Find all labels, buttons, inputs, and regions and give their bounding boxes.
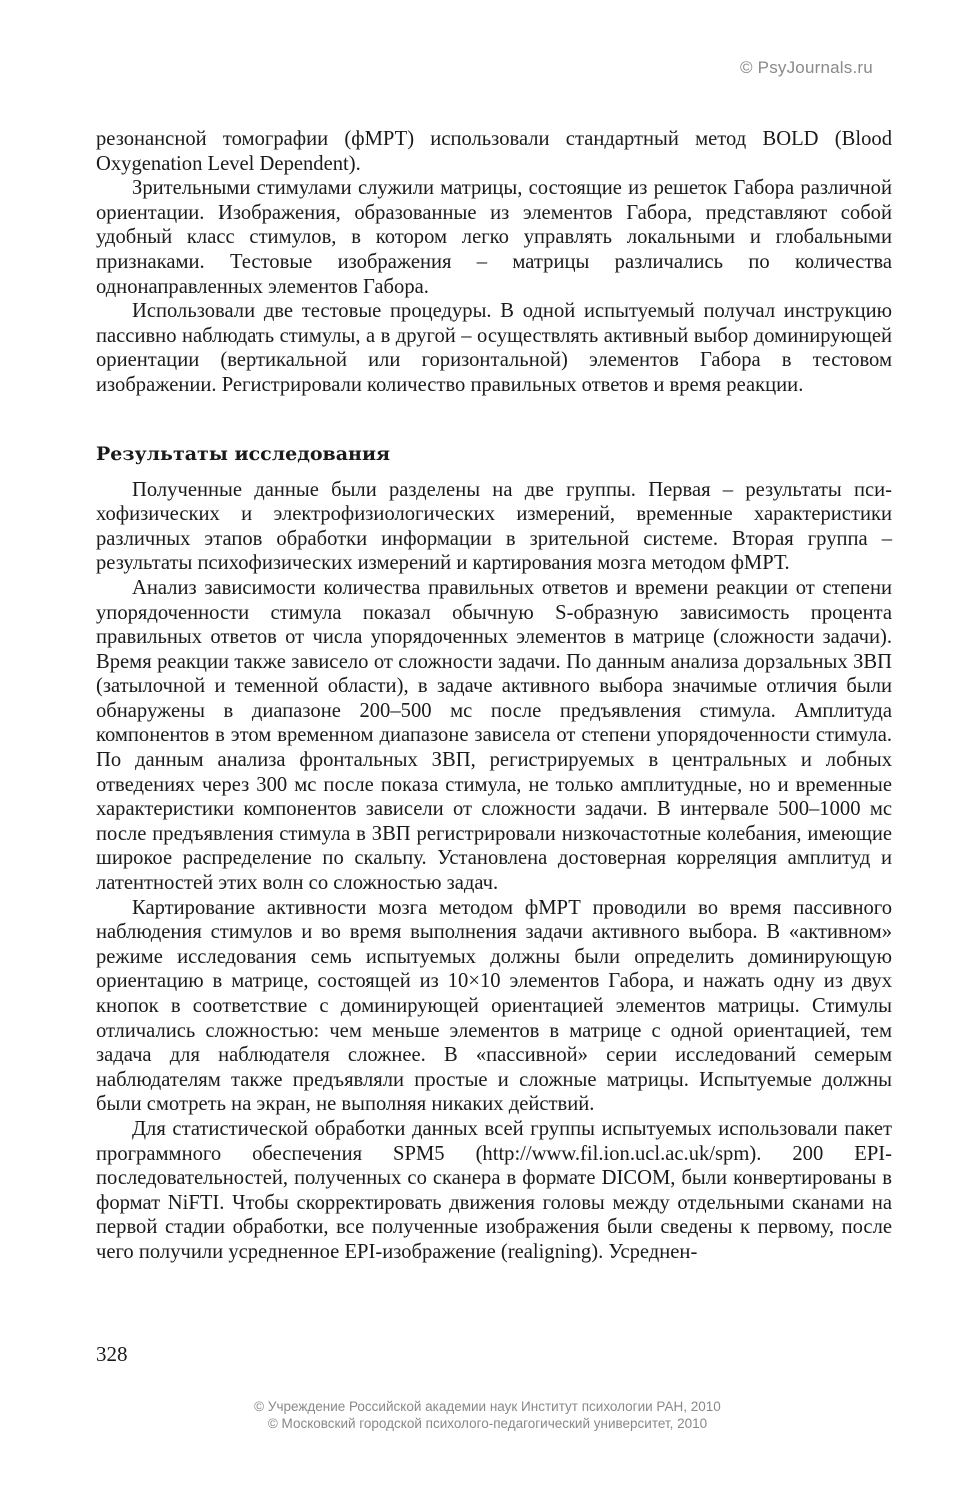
copyright-footer <box>0 1398 975 1432</box>
paragraph: Для статистической обработки данных всей группы испытуемых использовали пакет программного обеспечения SPM5 (http://www.fil.ion.ucl.ac.uk/spm). 200 EPI-последовательностей, полученных со сканера в формате DICOM, были конвертированы в формат NiFTI. Чтобы скорректировать движения головы между отдельными сканами на первой стадии обработки, все полученные изображения были сведены к первому, после чего получили усредненное EPI-изображение (realigning). Усреднен- <box>96 1117 892 1263</box>
section-heading: Результаты исследования <box>96 442 391 465</box>
paragraph: Использовали две тестовые процедуры. В одной испытуемый получал инструкцию пассивно наблюдать стимулы, а в другой – осуществлять активный выбор доминирующей ориентации (вертикальной или горизонтальной) элементов Габора в тестовом изображении. Регистрировали количество правильных ответов и время реакции. <box>96 300 892 396</box>
paragraph: резонансной томографии (фМРТ) использовали стандартный метод BOLD (Blood Oxygenation Level Dependent). <box>96 128 892 175</box>
copyright-line-2: © Московский городской психолого-педагогический университет, 2010 <box>267 1416 708 1431</box>
paragraph: Зрительными стимулами служили матрицы, состоящие из решеток Габора различной ориентации. Изображения, образованные из элементов Габора, представляют собой удобный класс стимулов, в котором легко управлять локальными и глобальными признаками. Тестовые изображения – матрицы различались по количества однонаправленных элементов Габора. <box>96 177 892 298</box>
paragraph: Анализ зависимости количества правильных ответов и времени реакции от степени упорядоченности стимула показал обычную S-образную зависимость процента правильных ответов от числа упорядоченных элементов в матрице (сложности задачи). Время реакции также зависело от сложности задачи. По данным анализа дорзальных ЗВП (затылочной и теменной области), в задаче активного выбора значимые отличия были обнаружены в диапазоне 200–500 мс после предъявления стимула. Амплитуда компонентов в этом временном диапазоне зависела от степени упорядоченности стимула. По данным анализа фронтальных ЗВП, регистрируемых в центральных и лобных отведениях через 300 мс после показа стимула, не только амплитудные, но и временные характеристики компонентов зависели от сложности задачи. В интервале 500–1000 мс после предъявления стимула в ЗВП регистрировали низкочастотные колебания, имеющие широкое распределение по скальпу. Установлена достоверная корреляция амплитуд и латентностей этих волн со сложностью задач. <box>96 576 892 895</box>
site-watermark: © PsyJournals.ru <box>740 58 873 77</box>
paragraph: Полученные данные были разделены на две группы. Первая – результаты психофизических и электрофизиологических измерений, временные характеристики различных этапов обработки информации в зрительной системе. Вторая группа – результаты психофизических измерений и картирования мозга методом фМРТ. <box>96 478 892 575</box>
page-number: 328 <box>96 1342 128 1366</box>
paragraph: Картирование активности мозга методом фМРТ проводили во время пассивного наблюдения стимулов и во время выполнения задачи активного выбора. В «активном» режиме исследования семь испытуемых должны были определить доминирующую ориентацию в матрице, состоящей из 10×10 элементов Габора, и нажать одну из двух кнопок в соответствие с доминирующей ориентацией элементов матрицы. Стимулы отличались сложностью: чем меньше элементов в матрице с одной ориентацией, тем задача для наблюдателя сложнее. В «пассивной» серии исследований семерым наблюдателям также предъявляли простые и сложные матрицы. Испытуемые должны были смотреть на экран, не выполняя никаких действий. <box>96 896 892 1116</box>
article-body <box>96 127 892 1265</box>
copyright-line-1: © Учреждение Российской академии наук Институт психологии РАН, 2010 <box>254 1399 721 1414</box>
